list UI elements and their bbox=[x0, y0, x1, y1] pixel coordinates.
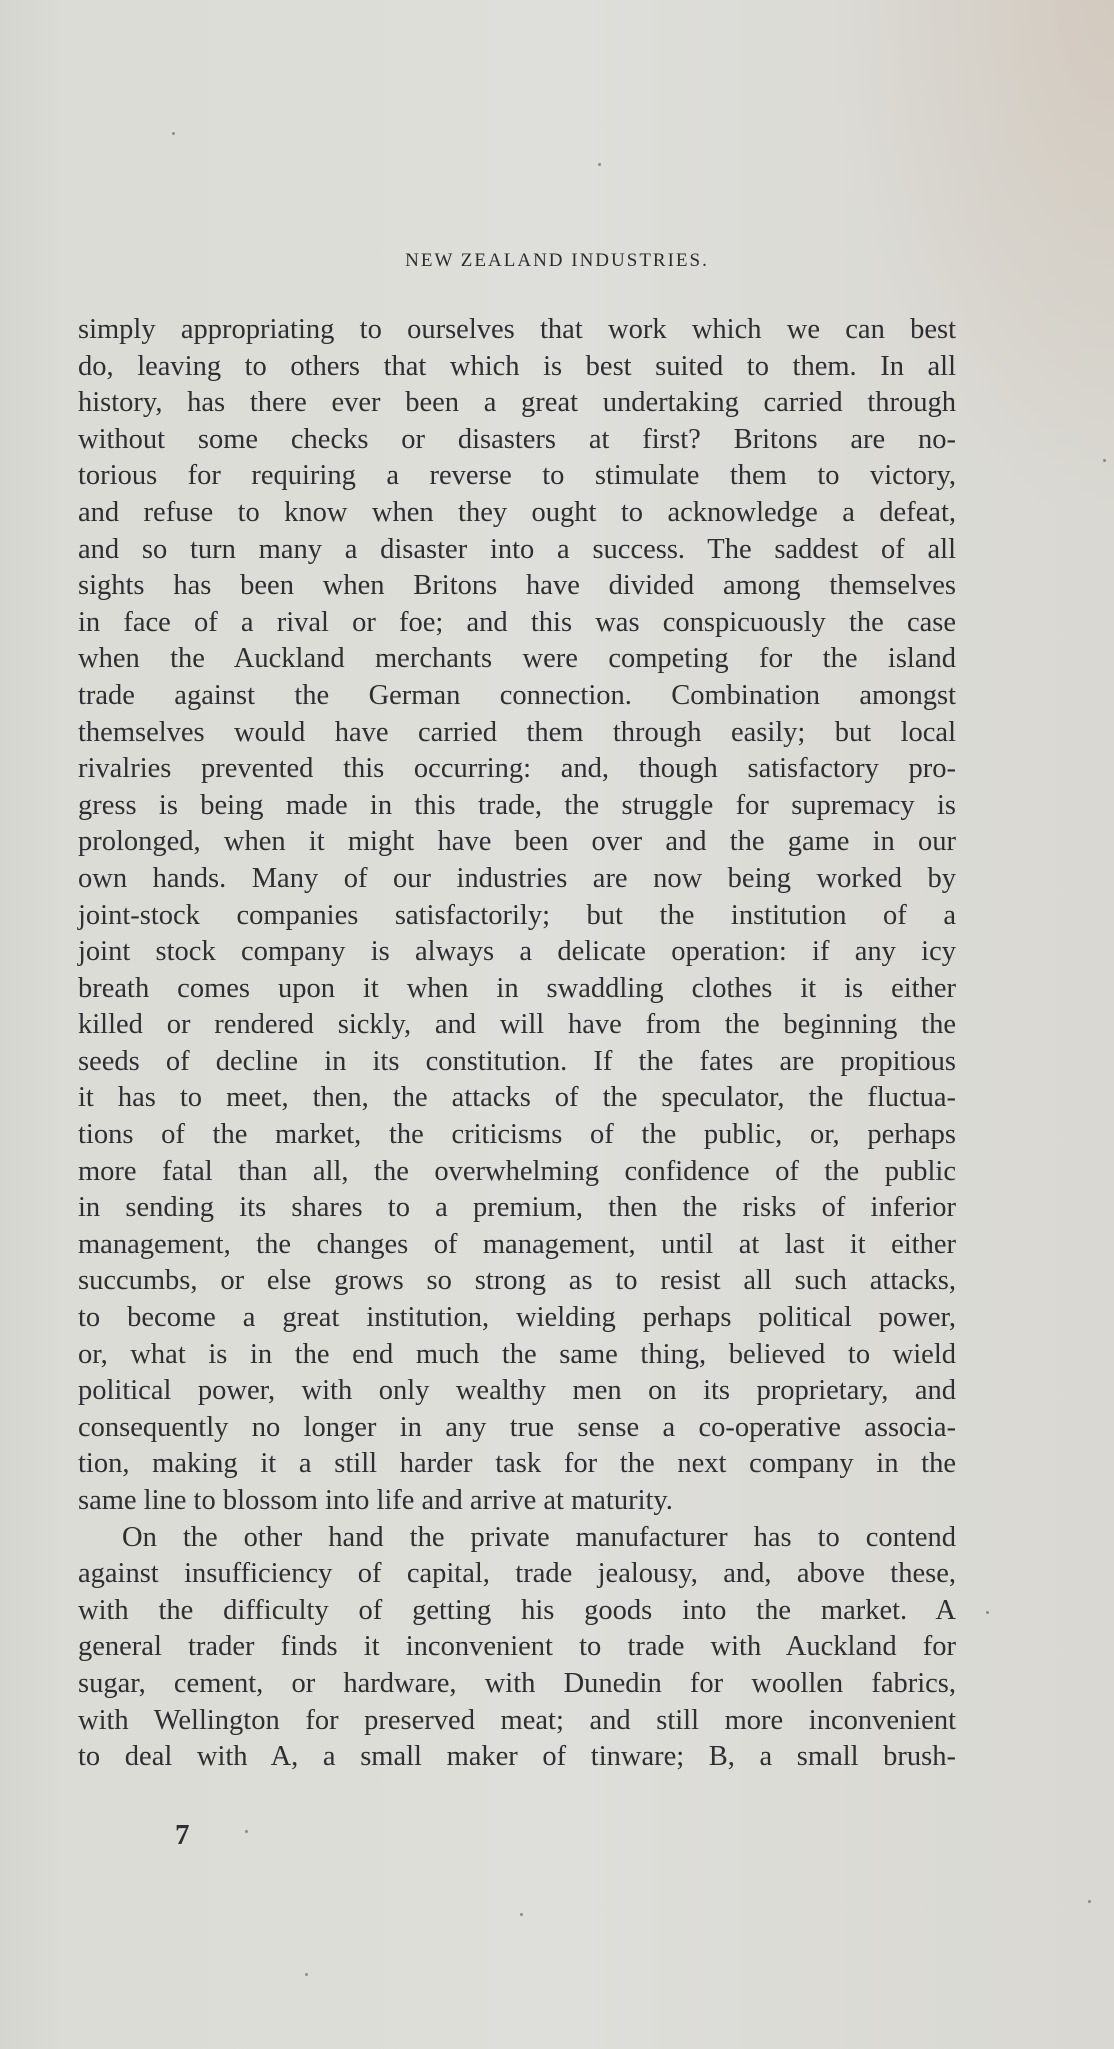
text-line: same line to blossom into life and arrive at maturity. bbox=[78, 1485, 673, 1516]
text-line: gress is being made in this trade, the struggle for supremacy is bbox=[78, 789, 956, 821]
text-line: and refuse to know when they ought to acknowledge a defeat, bbox=[78, 496, 956, 528]
text-line: with the difficulty of getting his goods into the market. A bbox=[78, 1594, 956, 1626]
paper-speck bbox=[986, 1611, 989, 1614]
text-line: themselves would have carried them through easily; but local bbox=[78, 716, 956, 748]
text-line: without some checks or disasters at first? Britons are no- bbox=[78, 423, 956, 455]
text-line: or, what is in the end much the same thing, believed to wield bbox=[78, 1338, 956, 1370]
paragraph-2 bbox=[78, 1520, 956, 1776]
text-line: management, the changes of management, until at last it either bbox=[78, 1228, 956, 1260]
text-line: breath comes upon it when in swaddling clothes it is either bbox=[78, 972, 956, 1004]
text-line: tions of the market, the criticisms of the public, or, perhaps bbox=[78, 1119, 956, 1151]
running-head: NEW ZEALAND INDUSTRIES. bbox=[405, 250, 709, 271]
paper-speck bbox=[1103, 459, 1106, 462]
text-line: simply appropriating to ourselves that work which we can best bbox=[78, 314, 956, 345]
text-line: prolonged, when it might have been over and the game in our bbox=[78, 826, 956, 858]
text-line: in sending its shares to a premium, then the risks of inferior bbox=[78, 1192, 956, 1224]
text-line: torious for requiring a reverse to stimulate them to victory, bbox=[78, 460, 956, 492]
text-line: it has to meet, then, the attacks of the speculator, the fluctua- bbox=[78, 1082, 956, 1114]
text-line: sugar, cement, or hardware, with Dunedin for woollen fabrics, bbox=[78, 1667, 956, 1699]
text-line: succumbs, or else grows so strong as to resist all such attacks, bbox=[78, 1265, 956, 1297]
text-line: political power, with only wealthy men on its proprietary, and bbox=[78, 1375, 956, 1407]
text-line: consequently no longer in any true sense a co-operative associa- bbox=[78, 1411, 956, 1443]
paper-speck bbox=[520, 1913, 523, 1916]
paper-speck bbox=[245, 1830, 248, 1833]
paper-speck bbox=[305, 1973, 308, 1976]
text-line: to deal with A, a small maker of tinware; B, a small brush- bbox=[78, 1741, 956, 1773]
paper-speck bbox=[172, 132, 175, 135]
text-line: when the Auckland merchants were competing for the island bbox=[78, 643, 956, 675]
text-line: joint-stock companies satisfactorily; but the institution of a bbox=[78, 899, 956, 931]
text-line: do, leaving to others that which is best suited to them. In all bbox=[78, 350, 956, 382]
text-line: more fatal than all, the overwhelming confidence of the public bbox=[78, 1155, 956, 1187]
signature-mark: 7 bbox=[175, 1819, 190, 1851]
text-line: tion, making it a still harder task for the next company in the bbox=[78, 1448, 956, 1480]
text-line: On the other hand the private manufacturer has to contend bbox=[122, 1521, 956, 1553]
text-line: in face of a rival or foe; and this was conspicuously the case bbox=[78, 606, 956, 638]
text-line: trade against the German connection. Combination amongst bbox=[78, 679, 956, 711]
text-line: seeds of decline in its constitution. If the fates are propitious bbox=[78, 1045, 956, 1077]
text-line: to become a great institution, wielding perhaps political power, bbox=[78, 1302, 956, 1334]
text-line: rivalries prevented this occurring: and, though satisfactory pro- bbox=[78, 753, 956, 785]
text-line: sights has been when Britons have divided among themselves bbox=[78, 570, 956, 602]
text-line: joint stock company is always a delicate operation: if any icy bbox=[78, 936, 956, 968]
text-line: against insufficiency of capital, trade jealousy, and, above these, bbox=[78, 1558, 956, 1590]
paper-speck bbox=[1088, 1900, 1091, 1903]
paragraph-1 bbox=[78, 312, 956, 1520]
paper-speck bbox=[598, 163, 601, 166]
text-line: own hands. Many of our industries are now being worked by bbox=[78, 862, 956, 894]
text-line: with Wellington for preserved meat; and still more inconvenient bbox=[78, 1704, 956, 1736]
body-text bbox=[78, 312, 956, 1776]
text-line: killed or rendered sickly, and will have from the beginning the bbox=[78, 1009, 956, 1041]
text-line: general trader finds it inconvenient to trade with Auckland for bbox=[78, 1631, 956, 1663]
text-line: history, has there ever been a great undertaking carried through bbox=[78, 387, 956, 419]
text-line: and so turn many a disaster into a success. The saddest of all bbox=[78, 533, 956, 565]
